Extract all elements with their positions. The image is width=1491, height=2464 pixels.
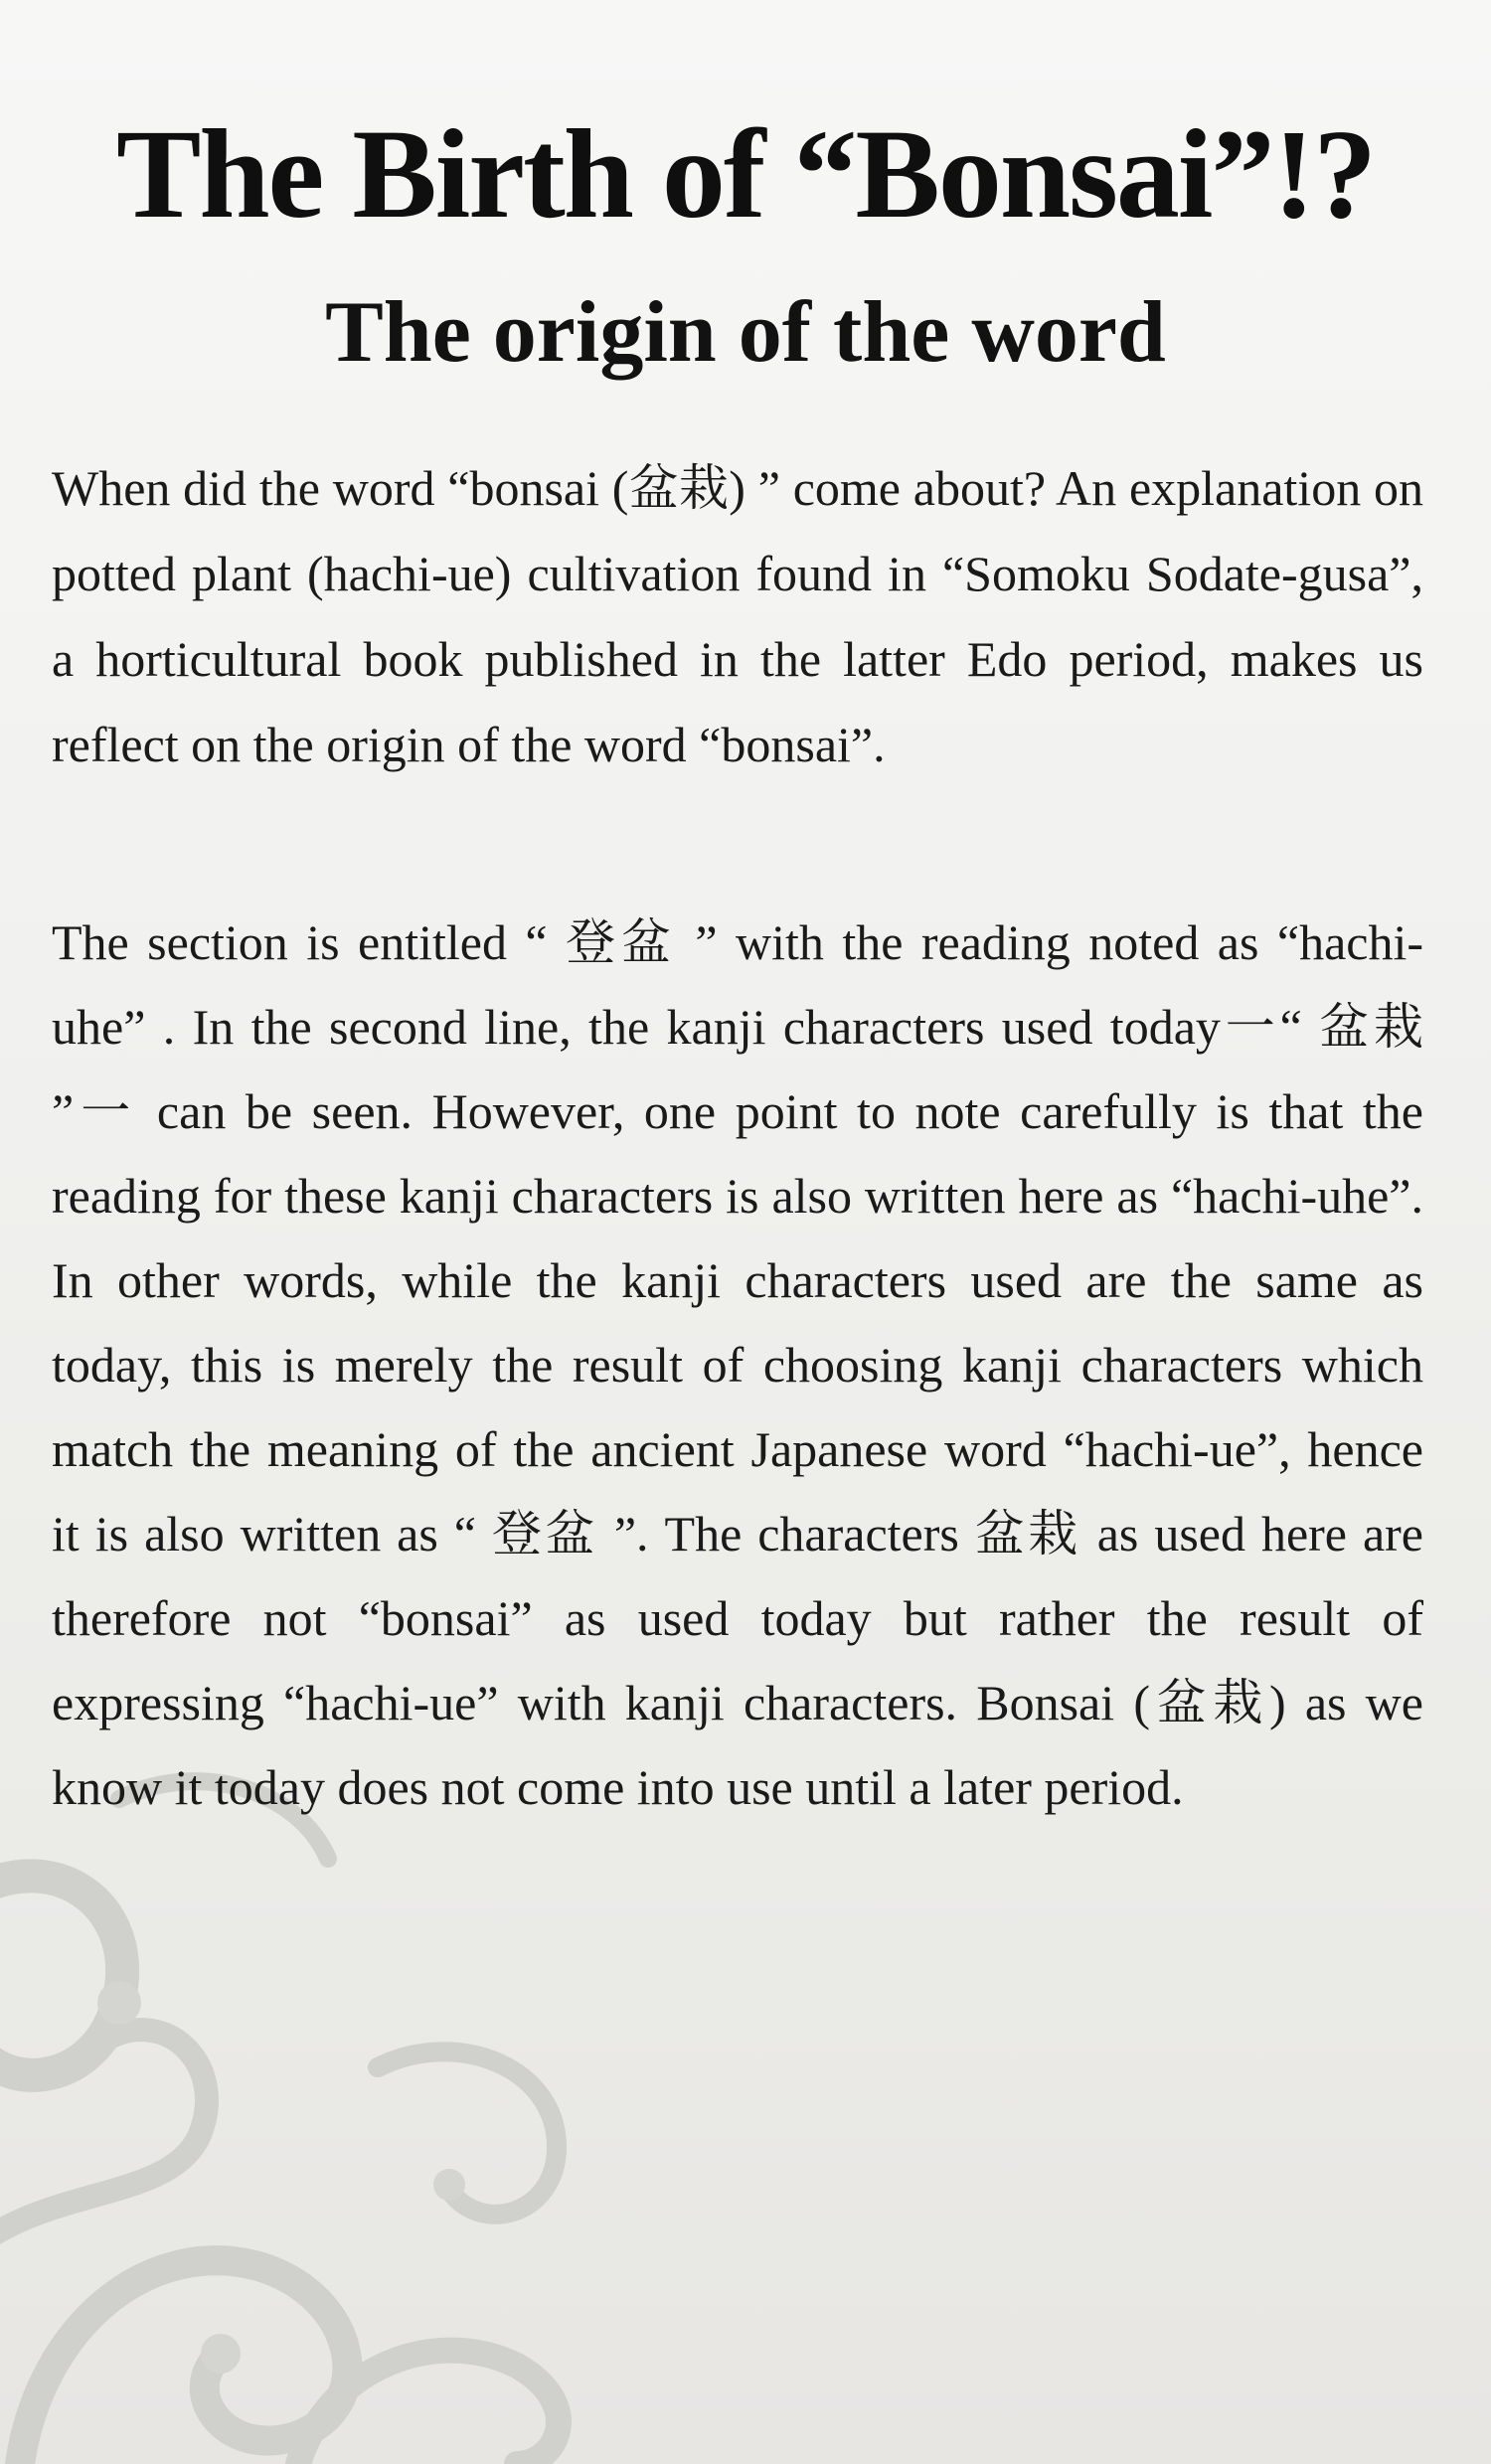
panel-subtitle: The origin of the word bbox=[325, 284, 1166, 381]
intro-paragraph: When did the word “bonsai (盆栽) ” come about? An explanation on potted plant (hachi-ue) cultivation found in “Somoku Sodate-gusa”, a horticultural book published in the latter Edo period, makes us reflect on the origin of the word “bonsai”. bbox=[52, 460, 1423, 772]
panel-title: The Birth of “Bonsai”!? bbox=[115, 103, 1376, 245]
explanation-paragraph: The section is entitled “ 登盆 ” with the reading noted as “hachi-uhe” . In the second line, the kanji characters used today一“ 盆栽 ”一 can be seen. However, one point to note carefully is that the reading for these kanji characters is also written here as “hachi-uhe”. In other words, while the kanji characters used are the same as today, this is merely the result of choosing kanji characters which match the meaning of the ancient Japanese word “hachi-ue”, hence it is also written as “ 登盆 ”. The characters 盆栽 as used here are therefore not “bonsai” as used today but rather the result of expressing “hachi-ue” with kanji characters. Bonsai (盆栽) as we know it today does not come into use until a later period. bbox=[52, 914, 1423, 1815]
